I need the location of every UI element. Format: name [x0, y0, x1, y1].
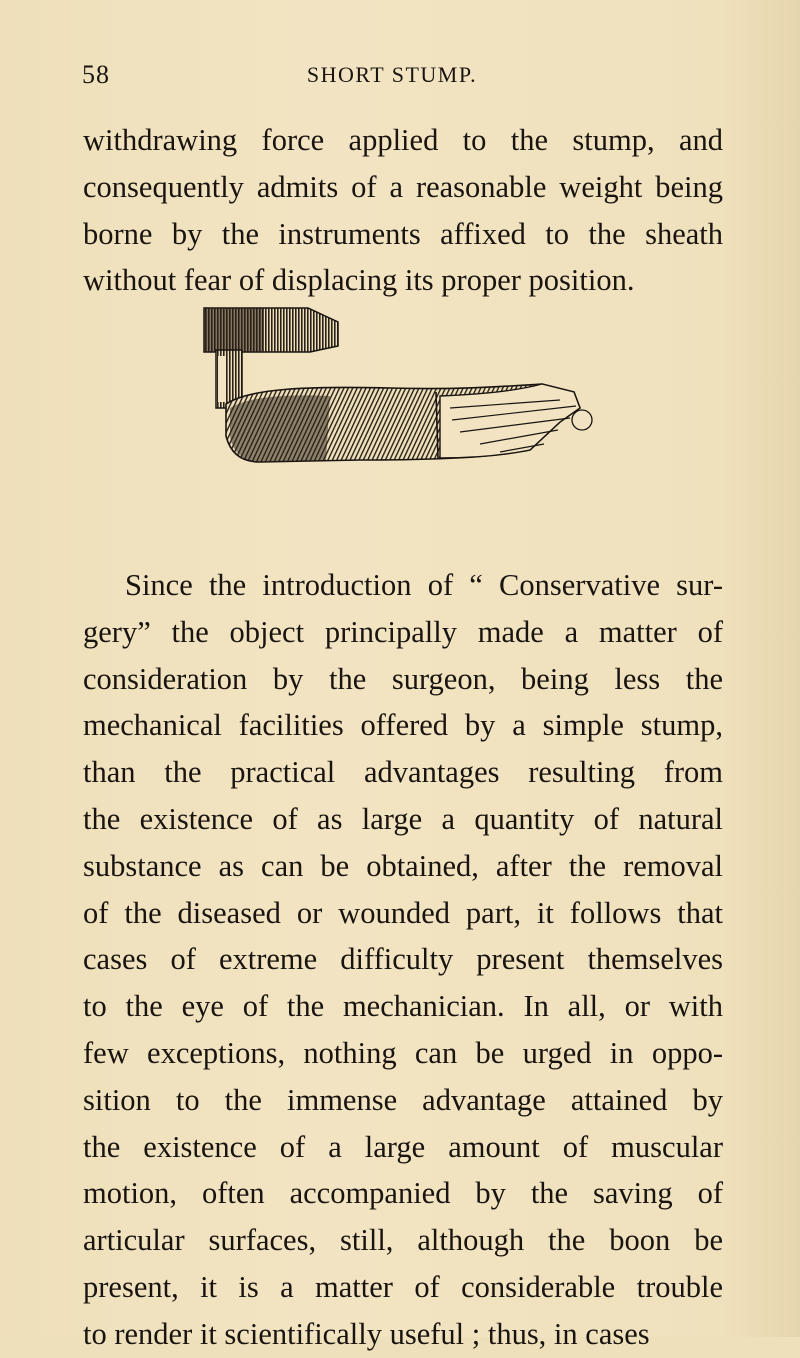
- running-title: SHORT STUMP.: [306, 62, 478, 87]
- text-line: without fear of displacing its proper position.: [83, 263, 635, 298]
- text-line: the existence of as large a quantity of natural: [83, 801, 723, 836]
- text-line: of the diseased or wounded part, it follows that: [83, 895, 723, 930]
- text-line: gery” the object principally made a matter of: [83, 614, 723, 649]
- text-line: Since the introduction of “ Conservative sur-: [125, 568, 723, 602]
- text-line: consequently admits of a reasonable weight being: [83, 169, 723, 204]
- text-line: few exceptions, nothing can be urged in oppo-: [83, 1035, 723, 1070]
- text-line: articular surfaces, still, although the boon be: [83, 1223, 723, 1258]
- text-line: than the practical advantages resulting from: [83, 755, 723, 790]
- text-line: cases of extreme difficulty present themselves: [83, 942, 723, 977]
- artificial-foot-illustration-icon: [190, 300, 610, 470]
- text-line: consideration by the surgeon, being less the: [83, 661, 723, 696]
- text-line: substance as can be obtained, after the removal: [83, 848, 723, 883]
- text-line: sition to the immense advantage attained by: [83, 1082, 723, 1117]
- text-line: to the eye of the mechanician. In all, or with: [83, 989, 723, 1024]
- text-line: motion, often accompanied by the saving of: [83, 1176, 723, 1211]
- paragraph-2: [83, 562, 723, 1358]
- text-line: to render it scientifically useful ; thus, in cases: [83, 1316, 650, 1351]
- text-line: the existence of a large amount of muscular: [83, 1129, 723, 1164]
- text-line: withdrawing force applied to the stump, and: [83, 123, 723, 157]
- text-line: present, it is a matter of considerable trouble: [83, 1269, 723, 1304]
- page-number: 58: [82, 60, 110, 89]
- paragraph-1: [83, 117, 723, 304]
- running-head: [62, 56, 722, 96]
- text-line: borne by the instruments affixed to the sheath: [83, 216, 723, 251]
- text-line: mechanical facilities offered by a simple stump,: [83, 708, 723, 743]
